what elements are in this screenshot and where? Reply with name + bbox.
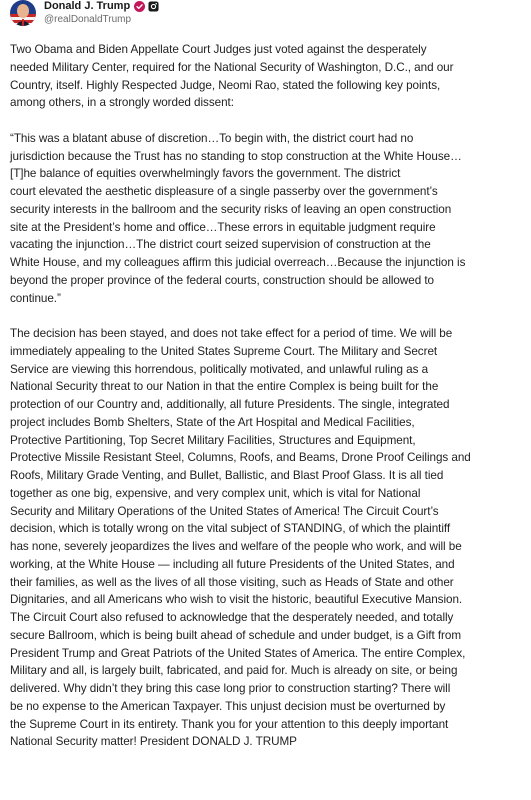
post-body [10,41,526,751]
post-paragraph: The decision has been stayed, and does not take effect for a period of time. We will be immediately appealing to the United States Supreme Court. The Military and Secret Service are viewing this horrendous, politically motivated, and unlawful ruling as a National Security threat to our Nation in that the entire Complex is being built for the protection of our Country and, additionally, all future Presidents. The single, integrated project includes Bomb Shelters, State of the Art Hospital and Medical Facilities, Protective Partitioning, Top Secret Military Facilities, Structures and Equipment, Protective Missile Resistant Steel, Columns, Roofs, and Beams, Drone Proof Ceilings and Roofs, Military Grade Venting, and Bullet, Ballistic, and Blast Proof Glass. It is all tied together as one big, expensive, and very complex unit, which is vital for National Security and Military Operations of the United States of America! The Circuit Court’s decision, which is totally wrong on the vital subject of STANDING, of which the plaintiff has none, severely jeopardizes the lives and welfare of the people who work, and will be working, at the White House — including all future Presidents of the United States, and their families, as well as the lives of all those visiting, such as Heads of State and other Dignitaries, and all Americans who wish to visit the historic, beautiful Executive Mansion. The Circuit Court also refused to acknowledge that the desperately needed, and totally secure Ballroom, which is being built ahead of schedule and under budget, is a Gift from President Trump and Great Patriots of the United States of America. The entire Complex, Military and all, is largely built, fabricated, and paid for. Much is already on site, or being delivered. Why didn’t they bring this case long prior to construction starting? There will be no expense to the American Taxpayer. This unjust decision must be overturned by the Supreme Court in its entirety. Thank you for your attention to this deeply important National Security matter! President DONALD J. TRUMP [10,327,471,749]
post-header [10,0,159,30]
verified-badge-icon [134,1,145,12]
author-info [44,0,159,26]
author-name-row [44,0,159,13]
media-icon [148,1,159,12]
author-avatar[interactable] [10,0,36,26]
avatar-photo-icon [10,0,36,26]
post-paragraph: “This was a blatant abuse of discretion…To begin with, the district court had no jurisdiction because the Trust has no standing to stop construction at the White House… [T]he balance of equities overwhelmingly favors the government. The district court elevated the aesthetic displeasure of a single passerby over the government’s security interests in the ballroom and the security risks of leaving an open construction site at the President’s home and office…These errors in equitable judgment require vacating the injunction…The district court seized supervision of construction at the White House, and my colleagues affirm this judicial overreach…Because the injunction is beyond the proper province of the federal courts, construction should be allowed to continue.” [10,131,466,305]
author-display-name[interactable]: Donald J. Trump [44,0,131,12]
post-paragraph: Two Obama and Biden Appellate Court Judges just voted against the desperately needed Military Center, required for the National Security of Washington, D.C., and our Country, itself. Highly Respected Judge, Neomi Rao, stated the following key points, among others, in a strongly worded dissent: [10,43,454,110]
author-handle[interactable]: @realDonaldTrump [44,14,132,25]
